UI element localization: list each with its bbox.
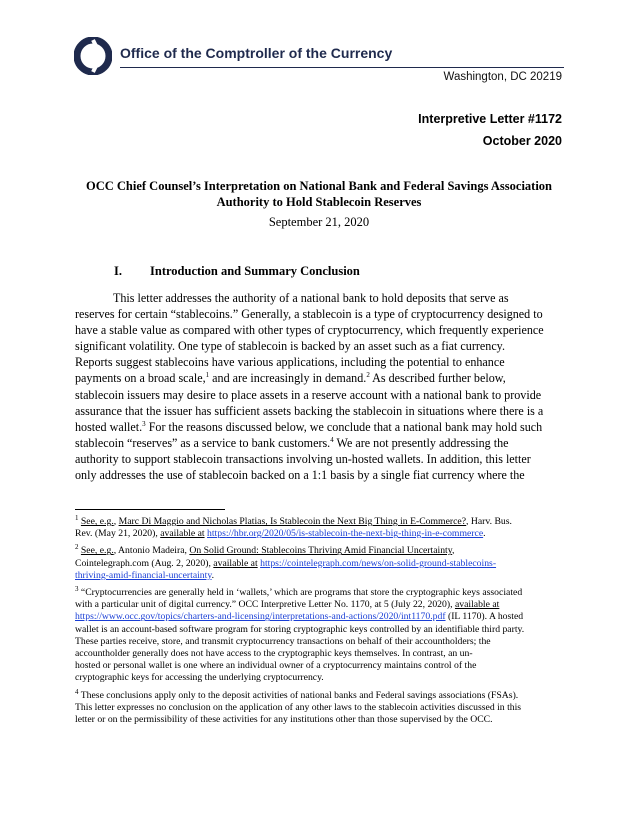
footnote-text: Cointelegraph.com (Aug. 2, 2020),	[75, 557, 214, 569]
agency-name: Office of the Comptroller of the Currency	[120, 45, 393, 61]
footnote-text: .	[483, 528, 486, 540]
body-line: reserves for certain “stablecoins.” Generally, a stablecoin is a type of cryptocurrency designed to	[75, 307, 543, 322]
body-line	[75, 370, 565, 386]
header-rule	[120, 67, 564, 68]
footnote-text: “Cryptocurrencies are generally held in ‘wallets,’ which are programs that store the cryptographic keys associated	[80, 587, 523, 599]
body-line: authority to support stablecoin transactions involving un-hosted wallets. In addition, this letter	[75, 451, 531, 466]
footnote-text: These conclusions apply only to the deposit activities of national banks and Federal savings associations (FSAs).	[78, 689, 519, 701]
footnote-2	[75, 545, 565, 582]
footnote-link[interactable]: https://cointelegraph.com/news/on-solid-ground-stablecoins-	[260, 557, 497, 569]
citation-signal: available at	[213, 557, 258, 569]
footnote-text: Rev. (May 21, 2020),	[75, 528, 161, 540]
footnote-text: wallet is an account-based software program for storing cryptographic keys controlled by an identifiable third party.	[75, 623, 525, 635]
body-text: stablecoin “reserves” as a service to bank customers.	[75, 435, 331, 450]
footnote-text: , Harv. Bus.	[466, 516, 512, 527]
footnote-text: cryptographic keys for accessing the underlying cryptocurrency.	[75, 672, 324, 684]
body-line	[75, 419, 565, 435]
footnote-text: , Antonio Madeira,	[113, 545, 190, 557]
body-text: hosted wallet.	[75, 419, 143, 434]
occ-logo-icon	[74, 37, 112, 75]
footnotes	[75, 513, 565, 731]
footnote-link[interactable]: thriving-amid-financial-uncertainty	[75, 569, 212, 581]
footnote-link[interactable]: https://hbr.org/2020/05/is-stablecoin-the-next-big-thing-in-e-commerce	[207, 528, 484, 540]
footnote-text: accountholder generally does not have access to the cryptographic keys themselves. In contrast, an un-	[75, 648, 473, 660]
footnote-ref-2[interactable]: 2	[366, 371, 370, 380]
citation-signal: available at	[454, 599, 500, 611]
body-line: significant volatility. One type of stablecoin is backed by an asset such as a fiat currency.	[75, 339, 505, 354]
footnote-text: This letter expresses no conclusion on the application of any other laws to the stablecoin activities discussed in this	[75, 701, 522, 713]
footnote-text: These parties receive, store, and transmit cryptocurrency transactions on behalf of their accountholders; the	[75, 635, 491, 647]
footnote-1	[75, 513, 565, 540]
footnote-text: with a particular unit of digital currency.” OCC Interpretive Letter No. 1170, at 5 (July 22, 2020),	[75, 599, 455, 611]
citation-signal: available at	[160, 528, 205, 540]
body-text: payments on a broad scale,	[75, 371, 206, 386]
body-text: As described further below,	[369, 371, 506, 386]
footnote-text: letter or on the permissibility of these activities for any institutions other than those supervised by the OCC.	[75, 714, 493, 726]
footnote-ref-1[interactable]: 1	[205, 371, 210, 380]
footnote-ref-4[interactable]: 4	[330, 435, 334, 444]
section-number: I.	[114, 264, 122, 278]
footnote-text: hosted or personal wallet is one where an individual owner of a cryptocurrency maintains control of the	[75, 660, 477, 672]
document-title	[75, 178, 563, 210]
footnote-number: 3	[75, 584, 79, 593]
letter-date: October 2020	[482, 134, 562, 148]
footnote-number: 4	[75, 687, 79, 696]
section-title: Introduction and Summary Conclusion	[150, 264, 360, 278]
citation-signal: See, e.g.	[80, 516, 114, 527]
body-line: only addresses the use of stablecoin backed on a 1:1 basis by a single fiat currency where the	[75, 468, 525, 483]
footnote-3	[75, 584, 565, 685]
footnote-text: ,	[113, 516, 119, 527]
citation-title: On Solid Ground: Stablecoins Thriving Amid Financial Uncertainty	[189, 545, 452, 557]
body-line: have a stable value as compared with other types of cryptocurrency, which frequently experience	[75, 323, 544, 338]
footnote-text: .	[211, 569, 214, 581]
citation-title: Marc Di Maggio and Nicholas Platias, Is Stablecoin the Next Big Thing in E-Commerce?	[118, 516, 467, 527]
footnote-number: 1	[75, 513, 79, 522]
footnote-text: ,	[451, 545, 455, 557]
document-date: September 21, 2020	[268, 215, 370, 229]
footnote-4	[75, 687, 565, 727]
body-line	[75, 435, 565, 451]
footnote-text: (IL 1170). A hosted	[445, 611, 524, 623]
footnote-number: 2	[75, 543, 79, 552]
body-text: For the reasons discussed below, we conclude that a national bank may hold such	[145, 419, 543, 434]
body-line: assurance that the issuer has sufficient assets backing the stablecoin in situations where there is a	[75, 403, 544, 418]
body-line: Reports suggest stablecoins have various applications, including the potential to enhance	[75, 355, 505, 370]
body-text: and are increasingly in demand.	[209, 371, 367, 386]
footnote-rule	[75, 509, 225, 510]
title-line-2: Authority to Hold Stablecoin Reserves	[216, 195, 422, 209]
section-heading	[114, 264, 360, 279]
footnote-ref-3[interactable]: 3	[142, 419, 146, 428]
body-line: stablecoin issuers may desire to place assets in a reserve account with a national bank to provide	[75, 387, 542, 402]
body-paragraph	[75, 290, 565, 483]
citation-signal: See, e.g.	[80, 545, 114, 557]
footnote-link[interactable]: https://www.occ.gov/topics/charters-and-licensing/interpretations-and-actions/2020/int1170.pdf	[75, 611, 446, 623]
location: Washington, DC 20219	[443, 71, 562, 83]
title-line-1: OCC Chief Counsel’s Interpretation on National Bank and Federal Savings Association	[85, 179, 553, 193]
letter-number: Interpretive Letter #1172	[418, 112, 562, 126]
body-text: We are not presently addressing the	[333, 435, 509, 450]
body-line: This letter addresses the authority of a national bank to hold deposits that serve as	[113, 291, 509, 305]
